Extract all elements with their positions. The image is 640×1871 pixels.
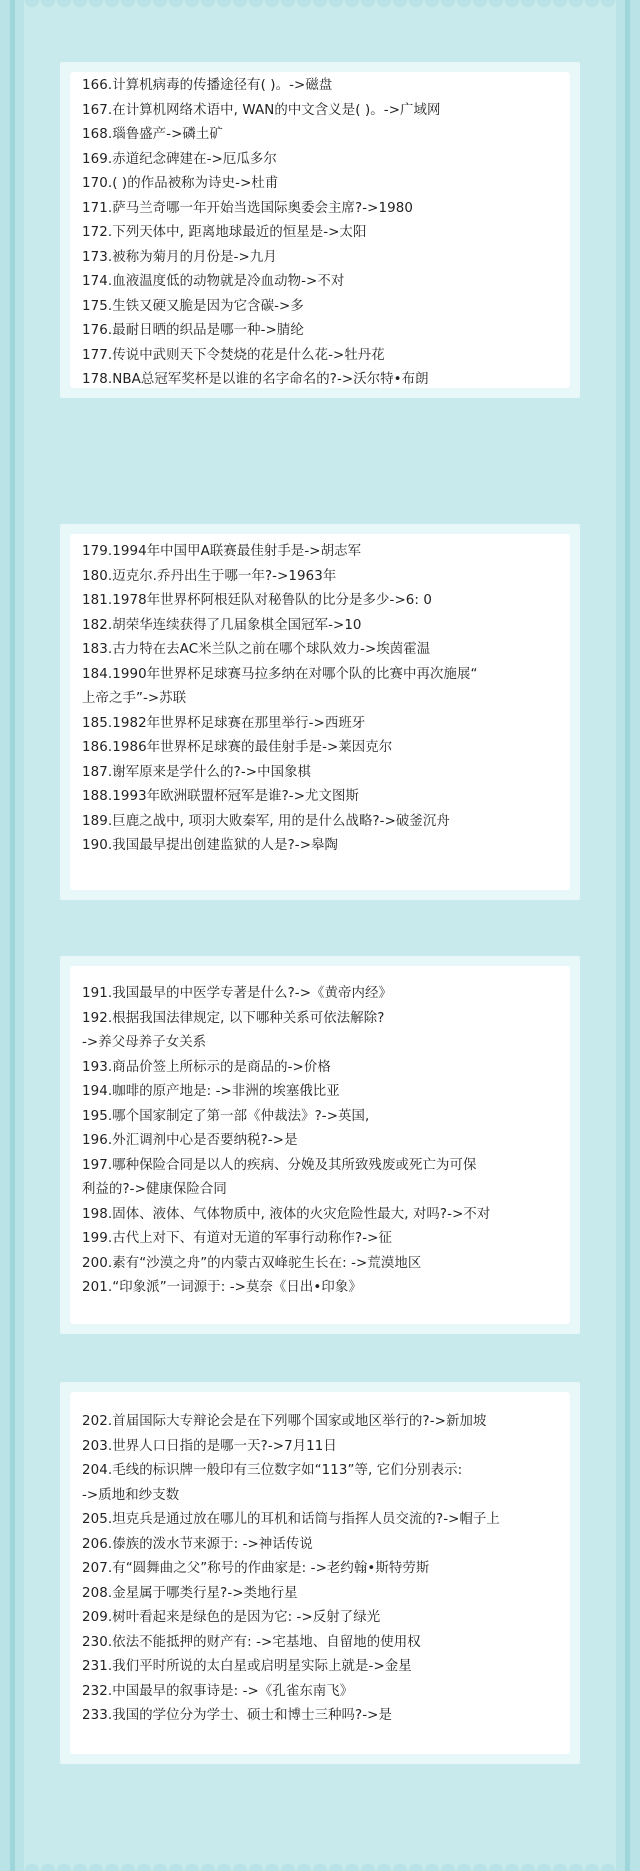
qa-item: 179.1994年中国甲A联赛最佳射手是->胡志军 (82, 544, 362, 559)
qa-item: 200.素有“沙漠之舟”的内蒙古双峰驼生长在: ->荒漠地区 (82, 1255, 422, 1271)
qa-item: 199.古代上对下、有道对无道的军事行动称作?->征 (82, 1231, 392, 1246)
qa-item: 167.在计算机网络术语中, WAN的中文含义是( )。->广域网 (82, 102, 441, 118)
qa-item: 177.传说中武则天下令焚烧的花是什么花->牡丹花 (82, 347, 385, 363)
qa-item: 175.生铁又硬又脆是因为它含碳->多 (82, 298, 304, 314)
qa-item: 231.我们平时所说的太白星或启明星实际上就是->金星 (82, 1659, 412, 1674)
qa-item: 利益的?->健康保险合同 (82, 1182, 227, 1197)
qa-item: 203.世界人口日指的是哪一天?->7月11日 (82, 1438, 337, 1454)
qa-item: 190.我国最早提出创建监狱的人是?->皋陶 (82, 838, 339, 853)
qa-item: 197.哪种保险合同是以人的疾病、分娩及其所致残废或死亡为可保 (82, 1157, 477, 1173)
qa-item: 232.中国最早的叙事诗是: ->《孔雀东南飞》 (82, 1683, 354, 1699)
qa-item: 195.哪个国家制定了第一部《仲裁法》?->英国, (82, 1108, 370, 1124)
qa-item: 202.首届国际大专辩论会是在下列哪个国家或地区举行的?->新加坡 (82, 1414, 487, 1429)
qa-item: 204.毛线的标识牌一般印有三位数字如“113”等, 它们分别表示: (82, 1463, 463, 1478)
qa-item: 186.1986年世界杯足球赛的最佳射手是->莱因克尔 (82, 740, 393, 755)
qa-item: 233.我国的学位分为学士、硕士和博士三种吗?->是 (82, 1708, 392, 1723)
qa-item: 207.有“圆舞曲之父”称号的作曲家是: ->老约翰•斯特劳斯 (82, 1561, 430, 1576)
qa-item: 170.( )的作品被称为诗史->杜甫 (82, 176, 279, 191)
right-edge-stripe (625, 0, 630, 1871)
qa-card-4 (60, 1382, 580, 1764)
qa-item: 194.咖啡的原产地是: ->非洲的埃塞俄比亚 (82, 1084, 340, 1099)
qa-item: 193.商品价签上所标示的是商品的->价格 (82, 1059, 331, 1075)
qa-item: 172.下列天体中, 距离地球最近的恒星是->太阳 (82, 225, 367, 240)
qa-item: 182.胡荣华连续获得了几届象棋全国冠军->10 (82, 617, 362, 633)
qa-item: 178.NBA总冠军奖杯是以谁的名字命名的?->沃尔特•布朗 (82, 372, 429, 387)
qa-item: 208.金星属于哪类行星?->类地行星 (82, 1585, 298, 1601)
qa-card-2 (60, 524, 580, 900)
qa-item: 176.最耐日晒的织品是哪一种->腈纶 (82, 323, 304, 338)
qa-item: 173.被称为菊月的月份是->九月 (82, 249, 277, 265)
bottom-scallop-border (24, 1859, 616, 1871)
qa-item: 184.1990年世界杯足球赛马拉多纳在对哪个队的比赛中再次施展“ (82, 666, 478, 682)
qa-item: 187.谢军原来是学什么的?->中国象棋 (82, 764, 312, 780)
qa-item: 174.血液温度低的动物就是冷血动物->不对 (82, 274, 345, 289)
top-scallop-border (24, 0, 616, 12)
qa-item: 206.傣族的泼水节来源于: ->神话传说 (82, 1536, 313, 1552)
qa-list-4 (82, 1410, 574, 1729)
qa-item: 180.迈克尔.乔丹出生于哪一年?->1963年 (82, 568, 337, 584)
qa-item: 192.根据我国法律规定, 以下哪种关系可依法解除? (82, 1010, 385, 1026)
qa-item: ->质地和纱支数 (82, 1487, 180, 1503)
qa-card-3 (60, 956, 580, 1334)
qa-item: ->养父母养子女关系 (82, 1035, 207, 1050)
qa-item: 201.“印象派”一词源于: ->莫奈《日出•印象》 (82, 1280, 362, 1295)
qa-item: 185.1982年世界杯足球赛在那里举行->西班牙 (82, 715, 366, 731)
qa-list-2 (82, 540, 574, 859)
qa-item: 198.固体、液体、气体物质中, 液体的火灾危险性最大, 对吗?->不对 (82, 1206, 491, 1222)
qa-item: 205.坦克兵是通过放在哪儿的耳机和话筒与指挥人员交流的?->帽子上 (82, 1512, 500, 1527)
qa-item: 181.1978年世界杯阿根廷队对秘鲁队的比分是多少->6: 0 (82, 593, 432, 608)
qa-item: 168.瑙鲁盛产->磷土矿 (82, 127, 223, 142)
qa-item: 189.巨鹿之战中, 项羽大败秦军, 用的是什么战略?->破釜沉舟 (82, 813, 450, 829)
qa-item: 188.1993年欧洲联盟杯冠军是谁?->尤文图斯 (82, 789, 360, 804)
qa-item: 230.依法不能抵押的财产有: ->宅基地、自留地的使用权 (82, 1634, 421, 1650)
qa-item: 169.赤道纪念碑建在->厄瓜多尔 (82, 151, 277, 167)
qa-item: 171.萨马兰奇哪一年开始当选国际奥委会主席?->1980 (82, 200, 413, 216)
qa-list-3 (82, 982, 574, 1301)
qa-list-1 (82, 74, 574, 393)
qa-item: 196.外汇调剂中心是否要纳税?->是 (82, 1133, 298, 1148)
qa-item: 191.我国最早的中医学专著是什么?->《黄帝内经》 (82, 986, 392, 1001)
qa-item: 209.树叶看起来是绿色的是因为它: ->反射了绿光 (82, 1610, 381, 1625)
qa-item: 上帝之手”->苏联 (82, 691, 187, 706)
qa-item: 166.计算机病毒的传播途径有( )。->磁盘 (82, 78, 333, 93)
qa-item: 183.古力特在去AC米兰队之前在哪个球队效力->埃茵霍温 (82, 642, 431, 657)
left-edge-stripe (10, 0, 15, 1871)
qa-card-1 (60, 62, 580, 398)
